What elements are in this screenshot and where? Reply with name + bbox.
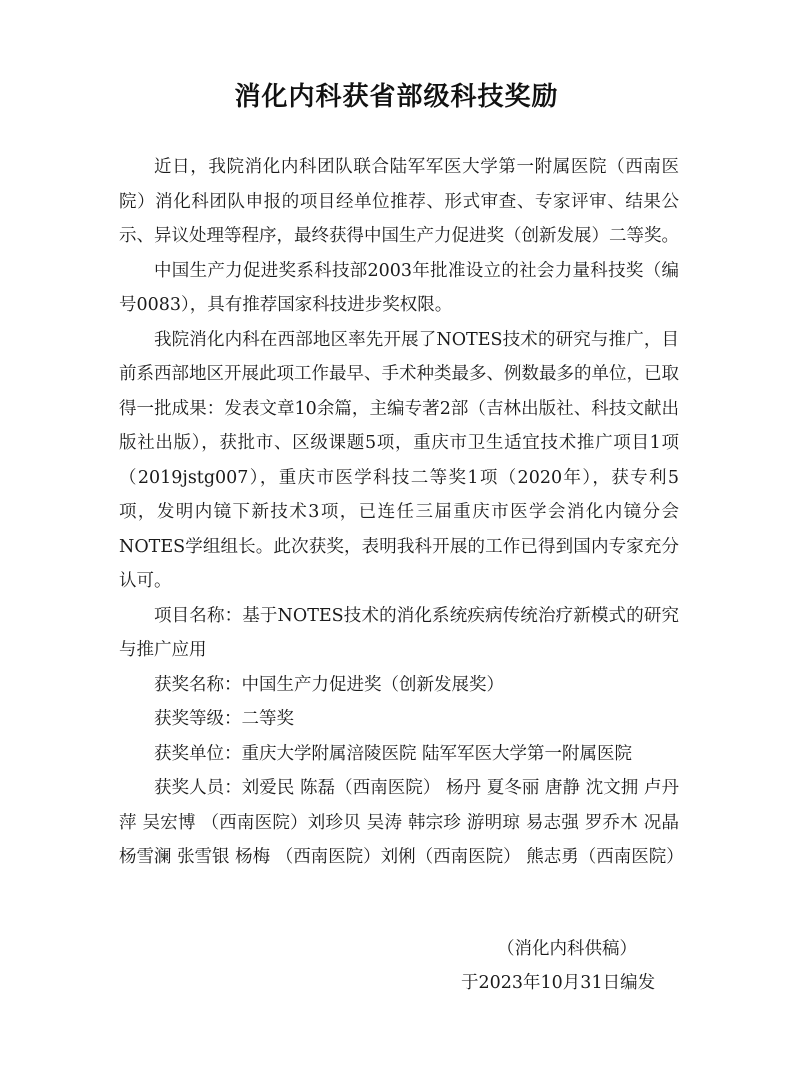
award-name-line: 获奖名称：中国生产力促进奖（创新发展奖） (154, 674, 504, 695)
paragraph-intro: 近日，我院消化内科团队联合陆军军医大学第一附属医院（西南医院）消化科团队申报的项目经单位推荐、形式审查、专家评审、结果公示、异议处理等程序，最终获得中国生产力促进奖（创新发展）二等奖。 (119, 157, 679, 246)
source-note: （消化内科供稿） (497, 939, 637, 959)
award-level-line: 获奖等级：二等奖 (154, 709, 294, 729)
document-body (119, 150, 684, 875)
document-title: 消化内科获省部级科技奖励 (234, 82, 559, 112)
paragraph-award-background: 中国生产力促进奖系科技部2003年批准设立的社会力量科技奖（编号0083），具有推荐国家科技进步奖权限。 (119, 260, 679, 315)
paragraph-project-name: 项目名称：基于NOTES技术的消化系统疾病传统治疗新模式的研究与推广应用 (119, 605, 679, 660)
paragraph-achievements: 我院消化内科在西部地区率先开展了NOTES技术的研究与推广，目前系西部地区开展此项工作最早、手术种类最多、例数最多的单位，已取得一批成果：发表文章10余篇，主编专著2部（吉林出版社、科技文献出版社出版），获批市、区级课题5项，重庆市卫生适宜技术推广项目1项（2019jstg007），重庆市医学科技二等奖1项（2020年），获专利5项，发明内镜下新技术3项，已连任三届重庆市医学会消化内镜分会NOTES学组组长。此次获奖，表明我科开展的工作已得到国内专家充分认可。 (119, 329, 679, 591)
award-people-paragraph: 获奖人员：刘爱民 陈磊（西南医院） 杨丹 夏冬丽 唐静 沈文拥 卢丹萍 吴宏博 （西南医院）刘珍贝 吴涛 韩宗珍 游明琼 易志强 罗乔木 况晶 杨雪澜 张雪银 杨梅 （西南医院）刘俐（西南医院） 熊志勇（西南医院） (119, 778, 684, 867)
award-units-line: 获奖单位：重庆大学附属涪陵医院 陆军军医大学第一附属医院 (154, 743, 633, 764)
publish-date: 于2023年10月31日编发 (461, 973, 656, 993)
